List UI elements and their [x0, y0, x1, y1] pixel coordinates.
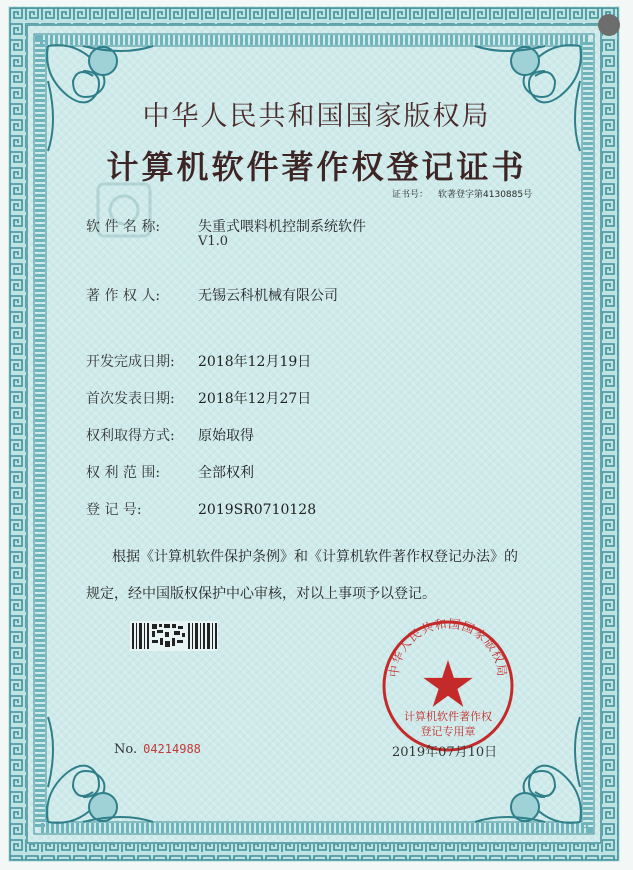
corner-ornament-bottom-left [47, 717, 153, 823]
seal-star-icon [423, 660, 472, 707]
issuing-authority: 中华人民共和国国家版权局 [142, 101, 491, 132]
seal-inner-line-2: 登记专用章 [420, 725, 476, 738]
field-acquisition-method [86, 425, 254, 445]
certificate-number [392, 187, 532, 200]
field-value: 2018年12月19日 [198, 354, 312, 370]
software-version: V1.0 [198, 234, 229, 249]
field-value: 无锡云科机械有限公司 [198, 288, 338, 304]
field-value: 全部权利 [198, 465, 254, 481]
serial-number [114, 742, 201, 757]
seal-ring-text: 中华人民共和国国家版权局 [386, 616, 510, 679]
field-label: 权 利 范 围: [86, 465, 161, 481]
field-label: 软 件 名 称: [86, 219, 161, 235]
seal-inner-line-1: 计算机软件著作权 [404, 710, 492, 723]
field-value: 2018年12月27日 [198, 391, 312, 407]
statement-line-1: 根据《计算机软件保护条例》和《计算机软件著作权登记办法》的 [112, 549, 518, 565]
certificate-title: 计算机软件著作权登记证书 [106, 148, 527, 186]
field-value: 原始取得 [198, 428, 254, 444]
certificate-number-label: 证书号： [392, 190, 429, 200]
certificate-number-value: 软著登字第4130885号 [438, 190, 533, 200]
field-label: 登 记 号: [86, 502, 142, 518]
field-copyright-holder [86, 285, 338, 305]
field-label: 首次发表日期: [86, 391, 175, 407]
barcode-icon [130, 621, 218, 651]
corner-badge-icon [598, 14, 620, 36]
field-label: 权利取得方式: [86, 428, 175, 444]
field-scope [86, 462, 254, 482]
field-completion-date [86, 351, 311, 371]
field-first-publication [86, 388, 311, 408]
field-value: 失重式喂料机控制系统软件 [198, 219, 366, 235]
field-registration-number [86, 499, 316, 519]
serial-number-value: 04214988 [143, 742, 201, 756]
field-software-name [86, 216, 366, 236]
field-value: 2019SR0710128 [198, 502, 317, 518]
statement-line-2: 规定，经中国版权保护中心审核，对以上事项予以登记。 [86, 586, 436, 602]
serial-number-label: No. [114, 742, 138, 757]
issue-date: 2019年07月10日 [392, 745, 498, 760]
field-label: 开发完成日期: [86, 354, 175, 370]
field-label: 著 作 权 人: [86, 288, 161, 304]
